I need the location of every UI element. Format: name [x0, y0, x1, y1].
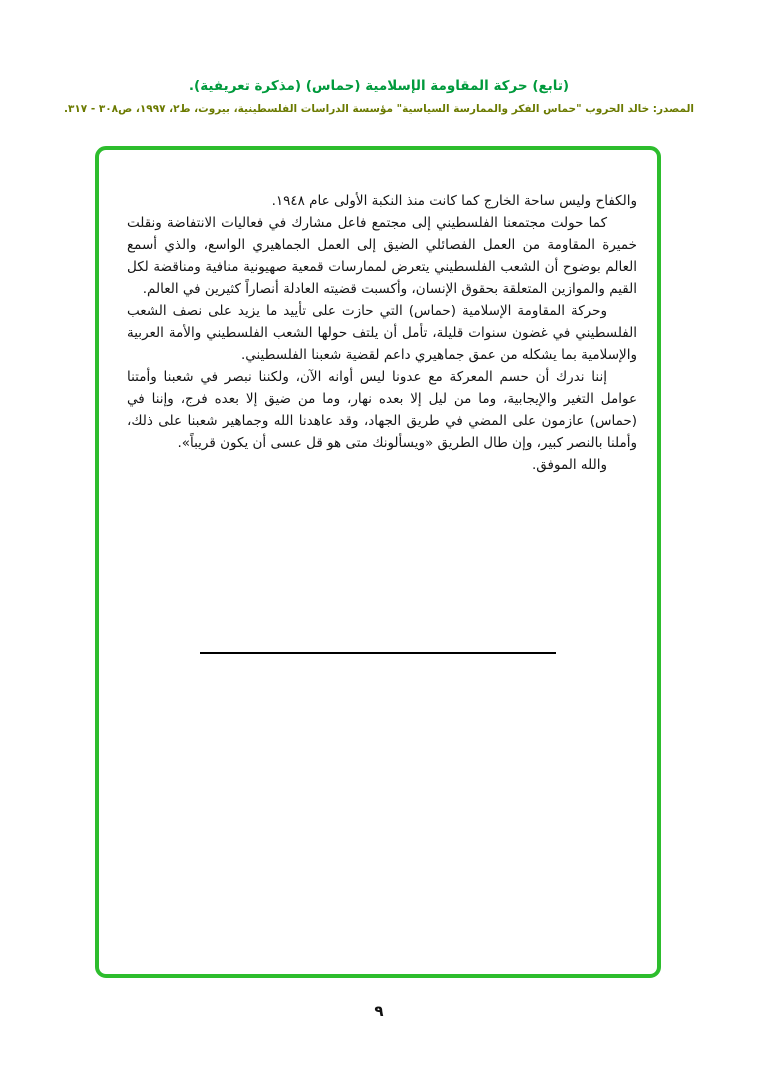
body-text — [127, 190, 637, 476]
paragraph: والكفاح وليس ساحة الخارج كما كانت منذ النكبة الأولى عام ١٩٤٨. — [271, 193, 637, 209]
page-number: ٩ — [374, 1002, 384, 1020]
content-box — [95, 146, 661, 978]
paragraph: كما حولت مجتمعنا الفلسطيني إلى مجتمع فاعل مشارك في فعاليات الانتفاضة ونقلت خميرة المقاومة من العمل الفصائلي الضيق إلى العمل الجماهيري الواسع، والذي أسمع العالم بوضوح أن الشعب الفلسطيني يتعرض لممارسات قمعية صهيونية منافية ومناقضة لكل القيم والموازين المتعلقة بحقوق الإنسان، وأكسبت قضيته العادلة أنصاراً كثيرين في العالم. — [127, 215, 637, 297]
source-citation: المصدر: خالد الحروب "حماس الفكر والممارسة السياسية" مؤسسة الدراسات الفلسطينية، بيروت، ط٢، ١٩٩٧، ص٣٠٨ - ٣١٧. — [63, 103, 695, 115]
paragraph: إننا ندرك أن حسم المعركة مع عدونا ليس أوانه الآن، ولكننا نبصر في شعبنا وأمتنا عوامل التغير والإيجابية، وما من ليل إلا بعده نهار، وما من ضيق إلا بعده فرج، وإننا في (حماس) عازمون على المضي في طريق الجهاد، وقد عاهدنا الله وجماهير شعبنا على ذلك، وأملنا بالنصر كبير، وإن طال الطريق «ويسألونك متى هو قل عسى أن يكون قريباً». — [127, 369, 637, 451]
section-divider — [200, 652, 556, 654]
closing-line: والله الموفق. — [531, 457, 607, 473]
paragraph: وحركة المقاومة الإسلامية (حماس) التي حازت على تأييد ما يزيد على نصف الشعب الفلسطيني في غضون سنوات قليلة، تأمل أن يلتف حولها الشعب الفلسطيني والأمة العربية والإسلامية بما يشكله من عمق جماهيري داعم لقضية شعبنا الفلسطيني. — [127, 303, 637, 363]
page-title: (تابع) حركة المقاومة الإسلامية (حماس) (مذكرة تعريفية). — [188, 78, 570, 94]
document-header — [0, 78, 758, 115]
